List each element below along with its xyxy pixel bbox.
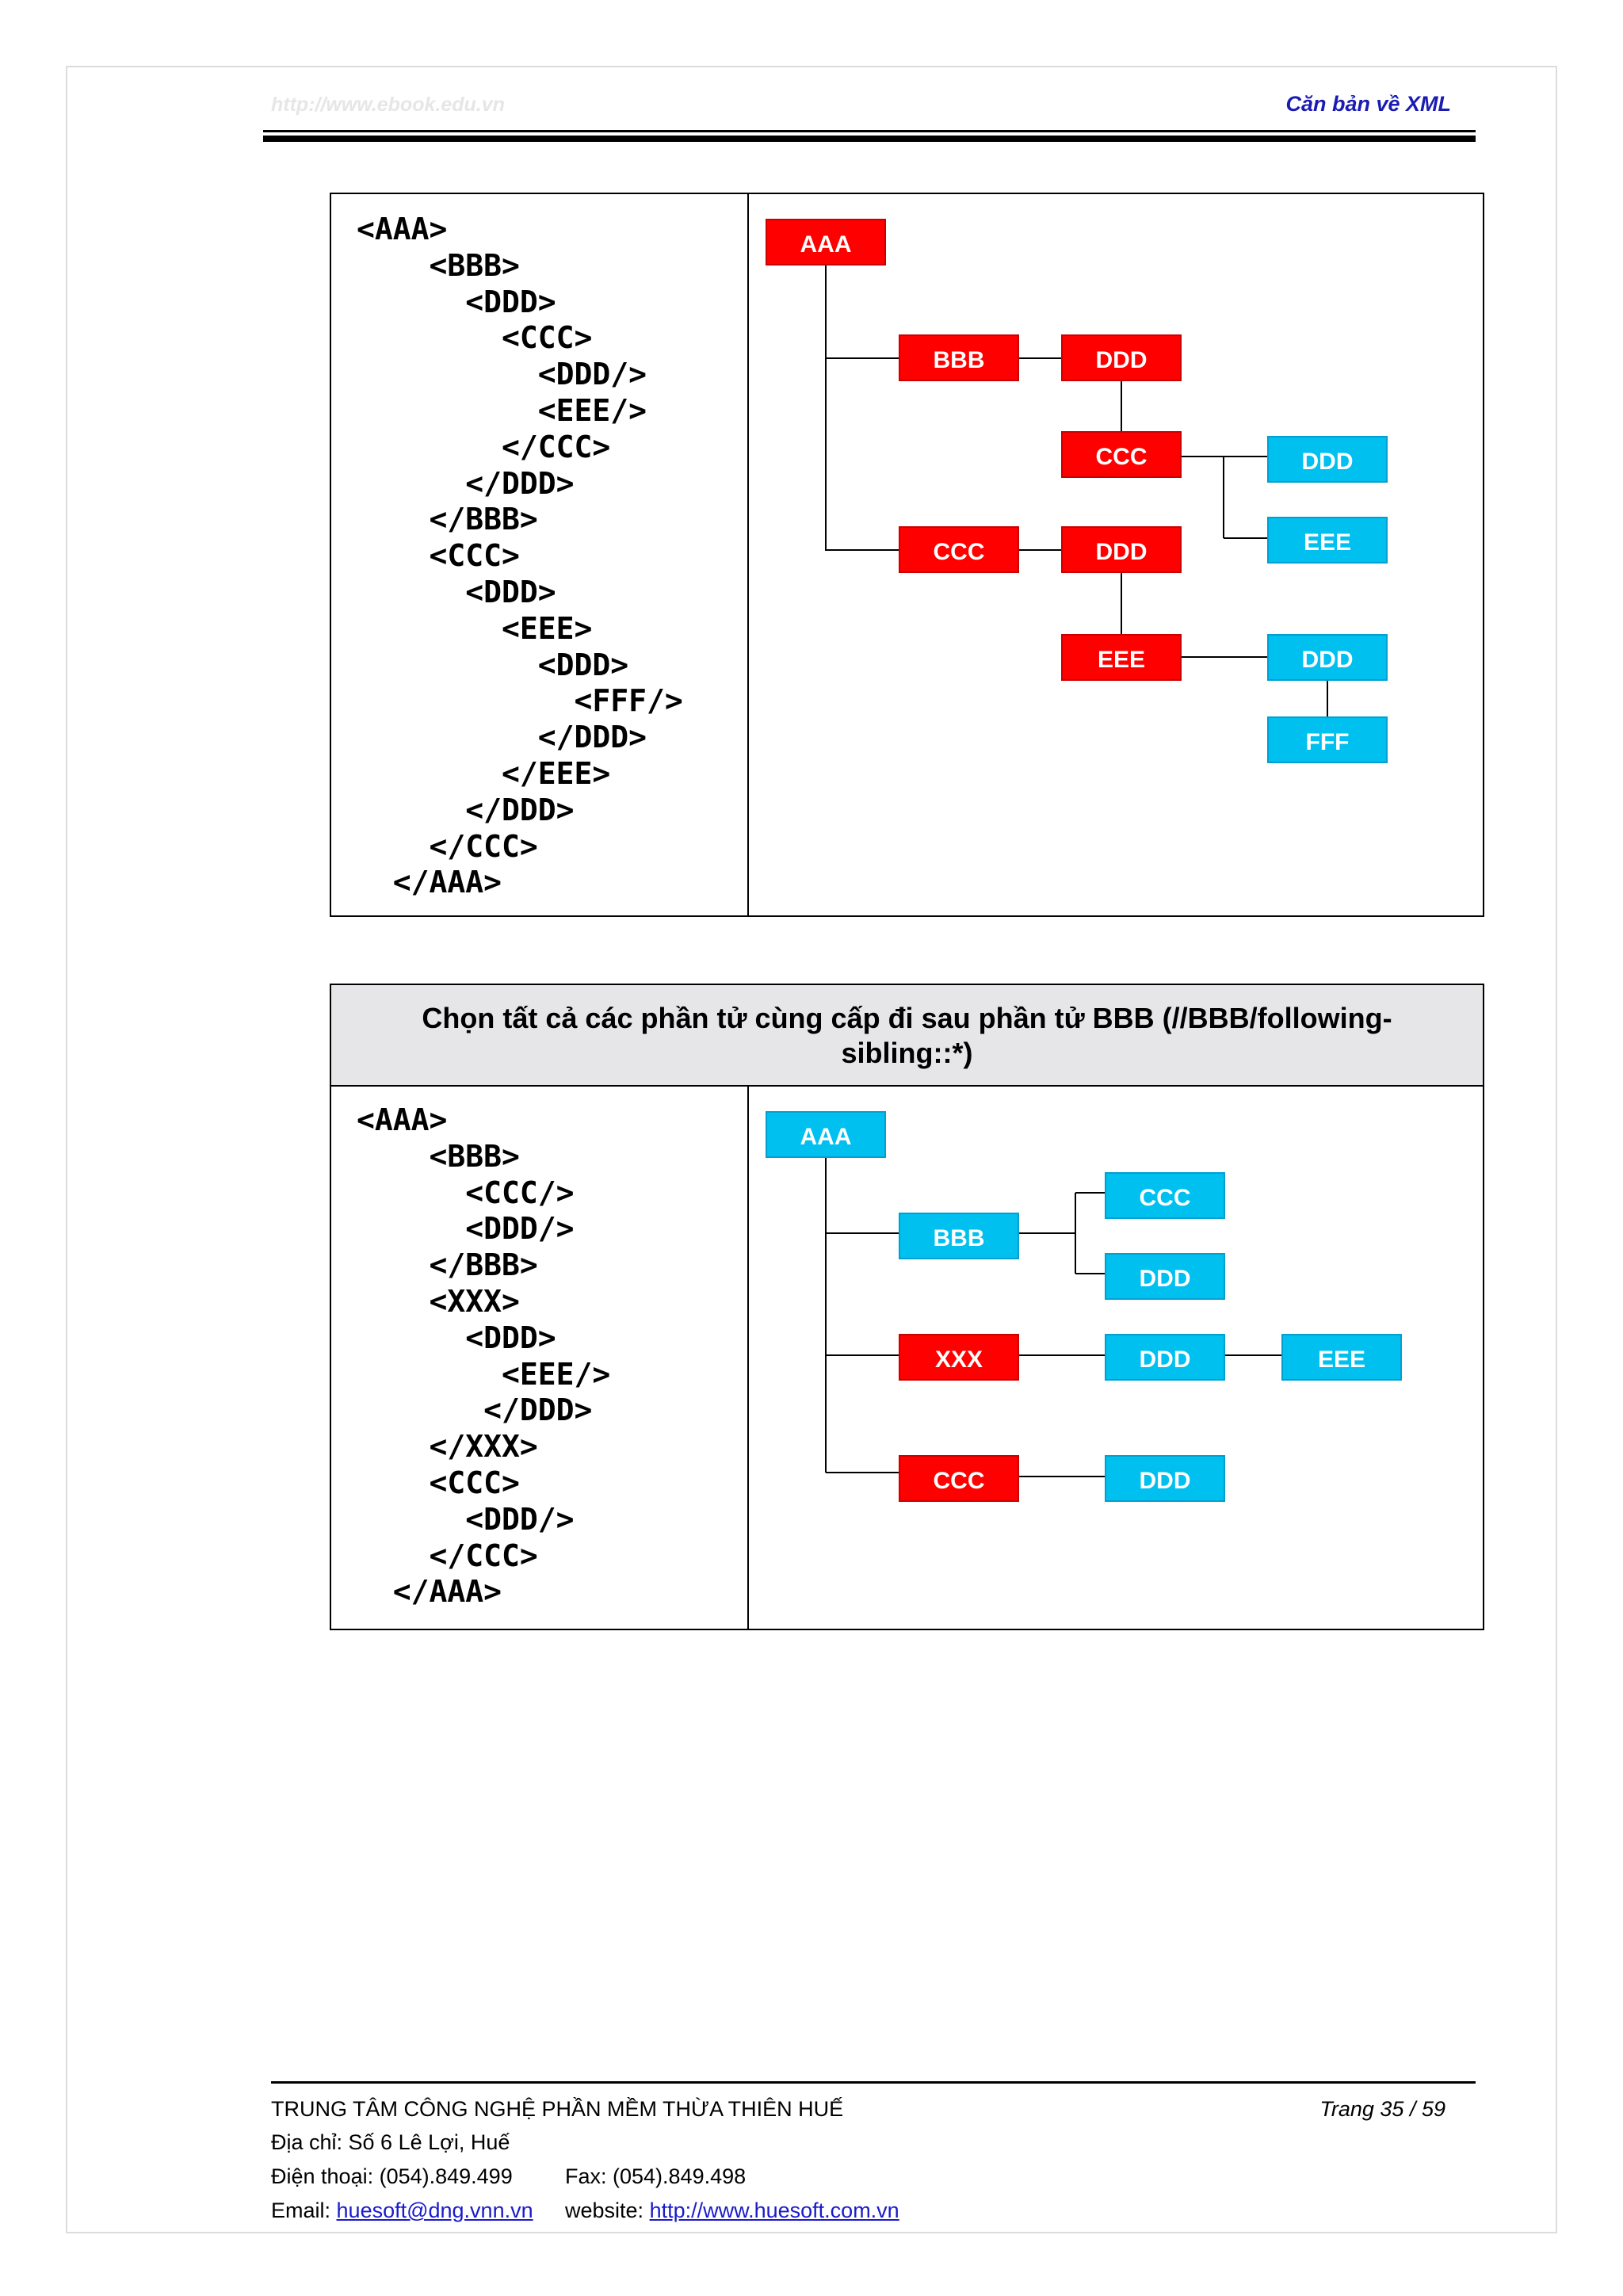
svg-text:EEE: EEE [1097,647,1146,673]
tree-node [1062,432,1181,477]
tree-node [1268,518,1387,563]
footer-rule [271,2081,1476,2084]
header-rule-thick [263,136,1476,142]
tree-node [1062,527,1181,572]
tree-node [1062,335,1181,380]
svg-text:AAA: AAA [800,1124,852,1150]
footer-website-line [565,2199,899,2223]
email-link[interactable]: huesoft@dng.vnn.vn [336,2199,533,2222]
website-link[interactable]: http://www.huesoft.com.vn [649,2199,899,2222]
svg-text:BBB: BBB [933,347,985,373]
svg-text:DDD: DDD [1301,647,1354,673]
tree-node [1062,635,1181,680]
table2-body [331,1087,1483,1629]
tree-node [1268,437,1387,482]
header-rule-thin [263,130,1476,132]
email-label: Email: [271,2199,337,2222]
svg-text:DDD: DDD [1139,1266,1191,1292]
footer-fax: Fax: (054).849.498 [565,2164,747,2188]
tree-node [899,1335,1018,1380]
tree-node [766,1112,885,1157]
page-number: Trang 35 / 59 [1319,2097,1445,2121]
svg-text:EEE: EEE [1303,529,1352,556]
svg-text:DDD: DDD [1095,347,1148,373]
xml-code: <AAA> <BBB> <DDD> <CCC> <DDD/> <EEE/> </CCC> </DDD> </BBB> <CCC> <DDD> <EEE> <DDD> <FFF/> </DDD> </EEE> </DDD> </CCC> </AAA> [357,212,683,900]
tree-diagram-1 [749,194,1483,915]
footer-org: TRUNG TÂM CÔNG NGHỆ PHẦN MỀM THỪA THIÊN HUẾ [271,2097,844,2121]
tree-node [1106,1456,1224,1501]
example-table-2 [330,984,1484,1630]
xml-code-cell [331,1087,749,1629]
svg-text:EEE: EEE [1317,1347,1366,1373]
example-table-1 [330,193,1484,917]
svg-text:CCC: CCC [1095,444,1148,470]
svg-text:CCC: CCC [933,539,985,565]
xml-code-cell [331,194,749,915]
svg-text:CCC: CCC [1139,1185,1191,1211]
caption-row [331,985,1483,1087]
svg-text:XXX: XXX [934,1347,983,1373]
footer-email-line [271,2199,533,2223]
tree-node [899,527,1018,572]
tree-node [1106,1335,1224,1380]
tree-node [899,1213,1018,1259]
caption-text: Chọn tất cả các phần tử cùng cấp đi sau phần tử BBB (//BBB/following-sibling::*) [422,1002,1392,1069]
svg-text:DDD: DDD [1095,539,1148,565]
svg-text:CCC: CCC [933,1468,985,1494]
tree-node [1106,1173,1224,1218]
footer-phone: Điện thoại: (054).849.499 [271,2164,513,2188]
tree-node [766,220,885,265]
website-label: website: [565,2199,650,2222]
xml-code: <AAA> <BBB> <CCC/> <DDD/> </BBB> <XXX> <DDD> <EEE/> </DDD> </XXX> <CCC> <DDD/> </CCC> </AAA> [357,1102,611,1610]
tree-node [1106,1254,1224,1299]
svg-text:BBB: BBB [933,1225,985,1251]
tree-node [1268,717,1387,762]
svg-text:FFF: FFF [1305,729,1350,755]
header-url: http://www.ebook.edu.vn [271,94,505,116]
tree-node [899,1456,1018,1501]
tree-node [1268,635,1387,680]
header-title: Căn bản về XML [1285,92,1451,116]
svg-text:DDD: DDD [1139,1468,1191,1494]
tree-node [1282,1335,1401,1380]
svg-text:AAA: AAA [800,231,852,258]
svg-text:DDD: DDD [1301,449,1354,475]
footer-address: Địa chỉ: Số 6 Lê Lợi, Huế [271,2130,510,2154]
tree-diagram-2 [749,1087,1483,1629]
svg-text:DDD: DDD [1139,1347,1191,1373]
tree-node [899,335,1018,380]
